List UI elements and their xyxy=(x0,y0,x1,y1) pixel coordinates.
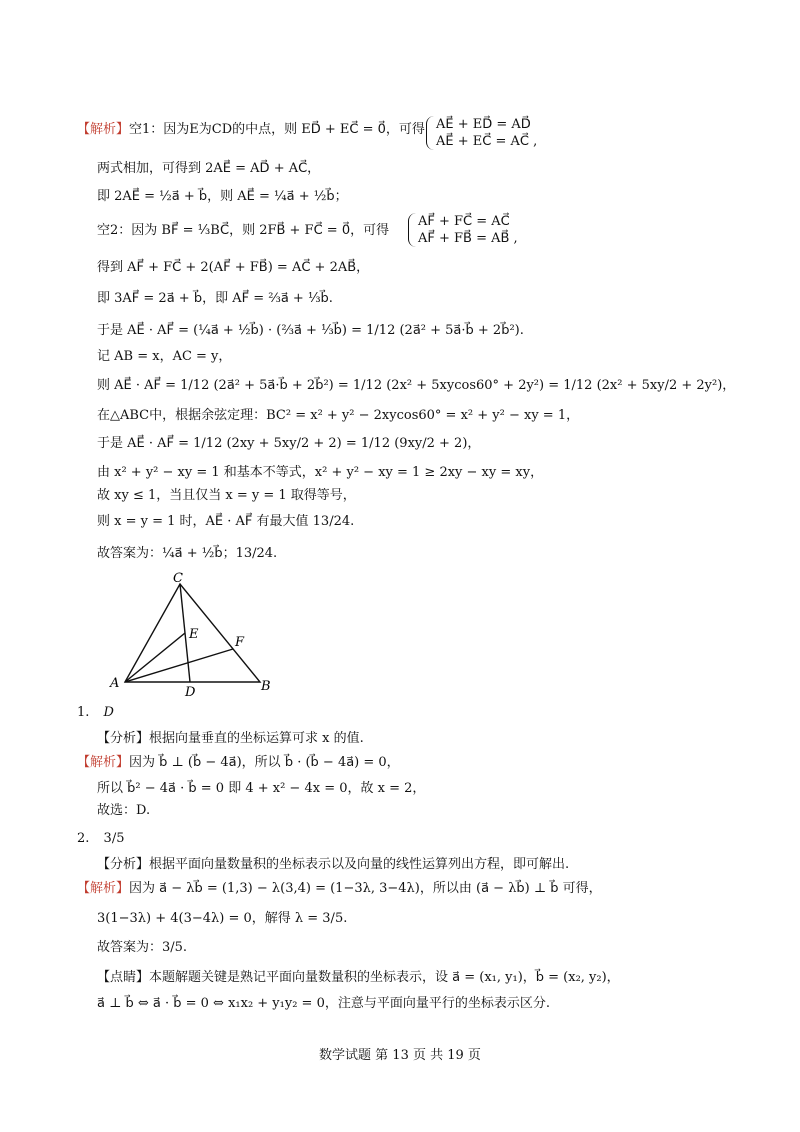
q2-analysis: 【分析】根据平面向量数量积的坐标表示以及向量的线性运算列出方程，即可解出. xyxy=(97,857,570,872)
solution-text: 因为 a⃗ − λb⃗ = (1,3) − λ(3,4) = (1−3λ, 3−4λ)，所以由 (a⃗ − λb⃗) ⊥ b⃗ 可得， xyxy=(129,881,602,896)
system-eq: AE⃗ + ED⃗ = AD⃗ xyxy=(436,117,531,132)
q1-answer-line xyxy=(77,704,114,722)
label-a: A xyxy=(110,676,120,691)
q2-answer: 3/5 xyxy=(103,831,125,846)
solution-line-15: 故答案为：¼a⃗ + ½b⃗；13/24. xyxy=(97,546,278,561)
solution-line-3: 即 2AE⃗ = ½a⃗ + b⃗，则 AE⃗ = ¼a⃗ + ½b⃗； xyxy=(97,189,348,204)
segment-ae xyxy=(125,633,185,682)
solution-line-4: 空2：因为 BF⃗ = ⅓BC⃗，则 2FB⃗ + FC⃗ = 0⃗，可得 xyxy=(97,223,390,238)
solution-line-1 xyxy=(77,121,425,139)
analysis-tag: 【解析】 xyxy=(77,881,130,896)
solution-line-7: 于是 AE⃗ · AF⃗ = (¼a⃗ + ½b⃗) · (⅔a⃗ + ⅓b⃗) = 1/12 (2a⃗² + 5a⃗·b⃗ + 2b⃗²). xyxy=(97,323,524,338)
q1-solution-line-1 xyxy=(77,754,400,772)
q2-number: 2. xyxy=(77,831,90,846)
solution-line-12: 由 x² + y² − xy = 1 和基本不等式，x² + y² − xy = 1 ≥ 2xy − xy = xy， xyxy=(97,465,544,480)
q2-solution-line-3: 故答案为：3/5. xyxy=(97,940,188,955)
solution-text: 因为 b⃗ ⊥ (b⃗ − 4a⃗)，所以 b⃗ · (b⃗ − 4a⃗) = 0， xyxy=(129,755,400,770)
label-e: E xyxy=(189,627,199,642)
solution-line-5: 得到 AF⃗ + FC⃗ + 2(AF⃗ + FB⃗) = AC⃗ + 2AB⃗， xyxy=(97,260,370,275)
analysis-tag: 【解析】 xyxy=(77,755,130,770)
system-eq: AE⃗ + EC⃗ = AC⃗ , xyxy=(436,134,538,149)
solution-line-13: 故 xy ≤ 1，当且仅当 x = y = 1 取得等号， xyxy=(97,488,356,503)
label-c: C xyxy=(173,571,183,586)
equation-system-2 xyxy=(408,213,518,247)
solution-line-9: 则 AE⃗ · AF⃗ = 1/12 (2a⃗² + 5a⃗·b⃗ + 2b⃗²) = 1/12 (2x² + 5xycos60° + 2y²) = 1/12 (2x² + 5xy/2 + 2y²)， xyxy=(97,378,736,393)
q2-note-line-2: a⃗ ⊥ b⃗ ⇔ a⃗ · b⃗ = 0 ⇔ x₁x₂ + y₁y₂ = 0，注意与平面向量平行的坐标表示区分. xyxy=(97,996,550,1011)
label-d: D xyxy=(185,685,196,700)
q1-analysis: 【分析】根据向量垂直的坐标运算可求 x 的值. xyxy=(97,731,364,746)
label-b: B xyxy=(261,679,271,694)
q1-number: 1. xyxy=(77,705,90,720)
equation-system-1 xyxy=(426,116,537,150)
solution-line-10: 在△ABC中，根据余弦定理：BC² = x² + y² − 2xycos60° = x² + y² − xy = 1， xyxy=(97,408,580,423)
q1-solution-line-2: 所以 b⃗² − 4a⃗ · b⃗ = 0 即 4 + x² − 4x = 0，故 x = 2， xyxy=(97,781,426,796)
q2-solution-line-2: 3(1−3λ) + 4(3−4λ) = 0，解得 λ = 3/5. xyxy=(97,911,348,926)
q1-answer: D xyxy=(103,705,114,720)
system-eq: AF⃗ + FC⃗ = AC⃗ xyxy=(418,214,510,229)
q2-note-line-1: 【点睛】本题解题关键是熟记平面向量数量积的坐标表示，设 a⃗ = (x₁, y₁)，b⃗ = (x₂, y₂)， xyxy=(97,970,620,985)
triangle-figure xyxy=(105,568,285,700)
solution-line-6: 即 3AF⃗ = 2a⃗ + b⃗，即 AF⃗ = ⅔a⃗ + ⅓b⃗. xyxy=(97,291,333,306)
solution-line-2: 两式相加，可得到 2AE⃗ = AD⃗ + AC⃗， xyxy=(97,161,321,176)
solution-line-14: 则 x = y = 1 时，AE⃗ · AF⃗ 有最大值 13/24. xyxy=(97,514,355,529)
system-eq: AF⃗ + FB⃗ = AB⃗ , xyxy=(418,231,518,246)
q2-solution-line-1 xyxy=(77,880,602,898)
label-f: F xyxy=(235,635,245,650)
q1-solution-line-3: 故选：D. xyxy=(97,803,151,818)
page-footer: 数学试题 第 13 页 共 19 页 xyxy=(319,1048,481,1063)
analysis-tag: 【解析】 xyxy=(77,122,130,137)
q2-answer-line xyxy=(77,830,124,848)
solution-text: 空1：因为E为CD的中点，则 ED⃗ + EC⃗ = 0⃗，可得 xyxy=(129,122,425,137)
solution-line-8: 记 AB = x，AC = y， xyxy=(97,349,232,364)
solution-line-11: 于是 AE⃗ · AF⃗ = 1/12 (2xy + 5xy/2 + 2) = 1/12 (9xy/2 + 2)， xyxy=(97,436,481,451)
